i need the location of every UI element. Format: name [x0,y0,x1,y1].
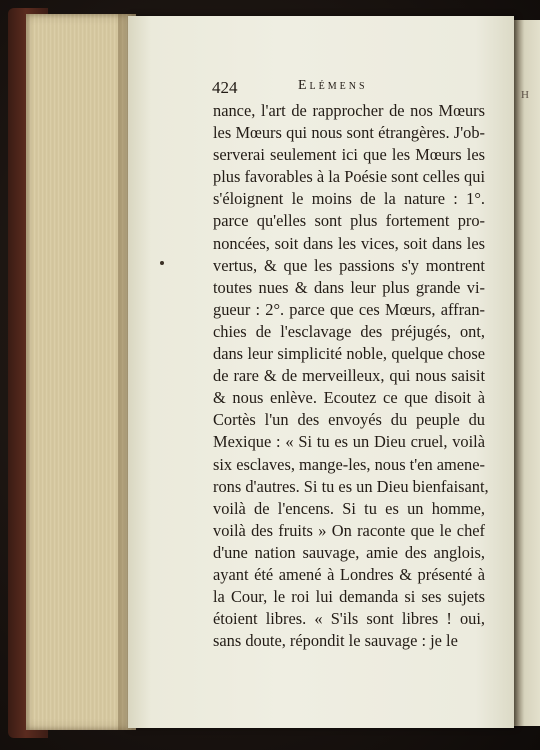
text-line: plus favorables à la Poésie sont celles qui [213,167,485,187]
text-line: étoient libres. « S'ils sont libres ! oui, [213,609,485,629]
body-text [213,100,489,652]
text-line: sans doute, répondit le sauvage : je le [213,631,458,651]
page-number: 424 [212,78,238,97]
text-line: Cortès l'un des envoyés du peuple du [213,410,485,430]
facing-page-edge [514,20,540,726]
text-line: & nous enlève. Ecoutez ce que disoit à [213,388,485,408]
text-line: ayant été amené à Londres & présenté à [213,564,485,584]
text-line: parce qu'elles sont plus fortement pro- [213,211,485,231]
text-line: six esclaves, mange-les, nous t'en amene- [213,454,485,474]
text-line: gueur : 2°. parce que ces Mœurs, affran- [213,299,485,319]
running-head-title: Elémens [298,78,368,93]
facing-page-fragment: H [521,89,530,101]
text-line: vertus, & que les passions s'y montrent [213,255,485,275]
text-line: chies de l'esclavage des préjugés, ont, [213,321,485,341]
text-line: les Mœurs qui nous sont étrangères. J'ob- [213,123,485,143]
text-line: serverai seulement ici que les Mœurs les [213,145,485,165]
text-line: toutes nues & dans leur plus grande vi- [213,277,485,297]
text-line: dans leur simplicité noble, quelque chose [213,344,485,364]
text-line: nance, l'art de rapprocher de nos Mœurs [213,101,485,120]
text-line: d'une nation sauvage, amie des anglois, [213,542,485,562]
text-line: la Cour, le roi lui demanda si ses sujets [213,587,485,607]
text-line: voilà des fruits » On raconte que le chef [213,520,485,540]
running-head [212,78,482,98]
text-line: rons d'autres. Si tu es un Dieu bienfaisant, [213,476,489,496]
text-line: s'éloignent le moins de la nature : 1°. [213,189,485,209]
text-line: Mexique : « Si tu es un Dieu cruel, voilà [213,432,485,452]
text-line: voilà de l'encens. Si tu es un homme, [213,498,485,518]
text-line: de rare & de merveilleux, qui nous saisit [213,366,485,386]
text-line: noncées, soit dans les vices, soit dans les [213,233,485,253]
foxing-spot [160,261,164,265]
